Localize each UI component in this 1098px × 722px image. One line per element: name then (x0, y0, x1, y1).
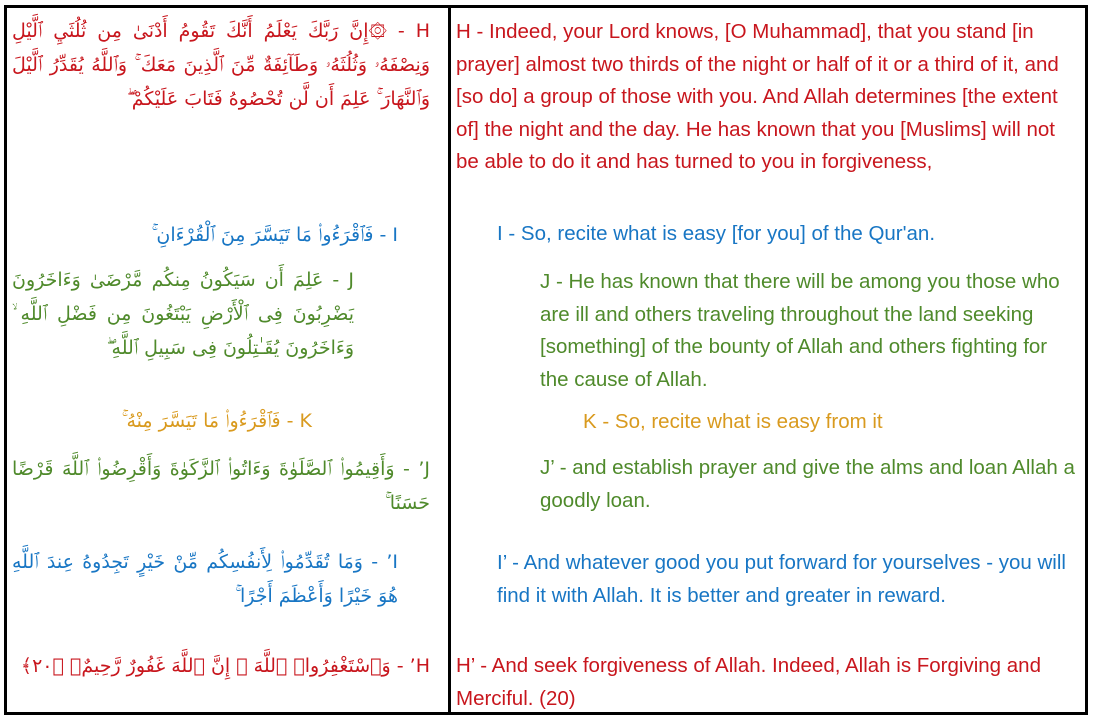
english-segment-h: H - Indeed, your Lord knows, [O Muhammad], that you stand [in prayer] almost two thirds of the night or half of it or a third of it, and [so do] a group of those with you. And Allah determines [the extent of] the night and the day. He has known that you [Muslims] will not be able to do it and has turned to you in forgiveness, (456, 20, 1059, 173)
arabic-segment-j-prime: J’ - وَأَقِيمُوا۟ ٱلصَّلَوٰةَ وَءَاتُوا۟ ٱلزَّكَوٰةَ وَأَقْرِضُوا۟ ٱللَّهَ قَرْضًا حَسَنًا ۚ (12, 458, 430, 514)
arabic-segment-h-prime: H’ - وَٱسْتَغْفِرُوا۟ ٱللَّهَ ۖ إِنَّ ٱللَّهَ غَفُورٌ رَّحِيمٌۢ ﴿٢٠﴾ (20, 655, 430, 677)
arabic-segment-j: J - عَلِمَ أَن سَيَكُونُ مِنكُم مَّرْضَىٰ وَءَاخَرُونَ يَضْرِبُونَ فِى ٱلْأَرْضِ يَبْتَغُونَ مِن فَضْلِ ٱللَّهِ ۙ وَءَاخَرُونَ يُقَـٰتِلُونَ فِى سَبِيلِ ٱللَّهِ ۖ (12, 269, 354, 359)
arabic-segment-h: H - ۞إِنَّ رَبَّكَ يَعْلَمُ أَنَّكَ تَقُومُ أَدْنَىٰ مِن ثُلُثَيِ ٱلَّيْلِ وَنِصْفَهُۥ وَثُلُثَهُۥ وَطَآئِفَةٌ مِّنَ ٱلَّذِينَ مَعَكَ ۚ وَٱللَّهُ يُقَدِّرُ ٱلَّيْلَ وَٱلنَّهَارَ ۚ عَلِمَ أَن لَّن تُحْصُوهُ فَتَابَ عَلَيْكُمْ ۖ (12, 20, 430, 110)
english-segment-j-prime: J’ - and establish prayer and give the alms and loan Allah a goodly loan. (540, 456, 1075, 512)
arabic-segment-i: I - فَٱقْرَءُوا۟ مَا تَيَسَّرَ مِنَ ٱلْقُرْءَانِ ۚ (151, 224, 398, 246)
english-segment-k: K - So, recite what is easy from it (583, 410, 883, 433)
column-divider (448, 8, 451, 712)
english-segment-i: I - So, recite what is easy [for you] of the Qur'an. (497, 222, 936, 245)
english-segment-j: J - He has known that there will be among you those who are ill and others traveling throughout the land seeking [something] of the bounty of Allah and others fighting for the cause of Allah. (540, 270, 1060, 391)
arabic-segment-i-prime: I’ - وَمَا تُقَدِّمُوا۟ لِأَنفُسِكُم مِّنْ خَيْرٍ تَجِدُوهُ عِندَ ٱللَّهِ هُوَ خَيْرًا وَأَعْظَمَ أَجْرًا ۚ (12, 551, 398, 607)
arabic-segment-k: K - فَٱقْرَءُوا۟ مَا تَيَسَّرَ مِنْهُ ۚ (121, 410, 312, 432)
english-segment-i-prime: I’ - And whatever good you put forward for yourselves - you will find it with Allah. It is better and greater in reward. (497, 551, 1066, 607)
english-segment-h-prime: H’ - And seek forgiveness of Allah. Indeed, Allah is Forgiving and Merciful. (20) (456, 654, 1041, 710)
